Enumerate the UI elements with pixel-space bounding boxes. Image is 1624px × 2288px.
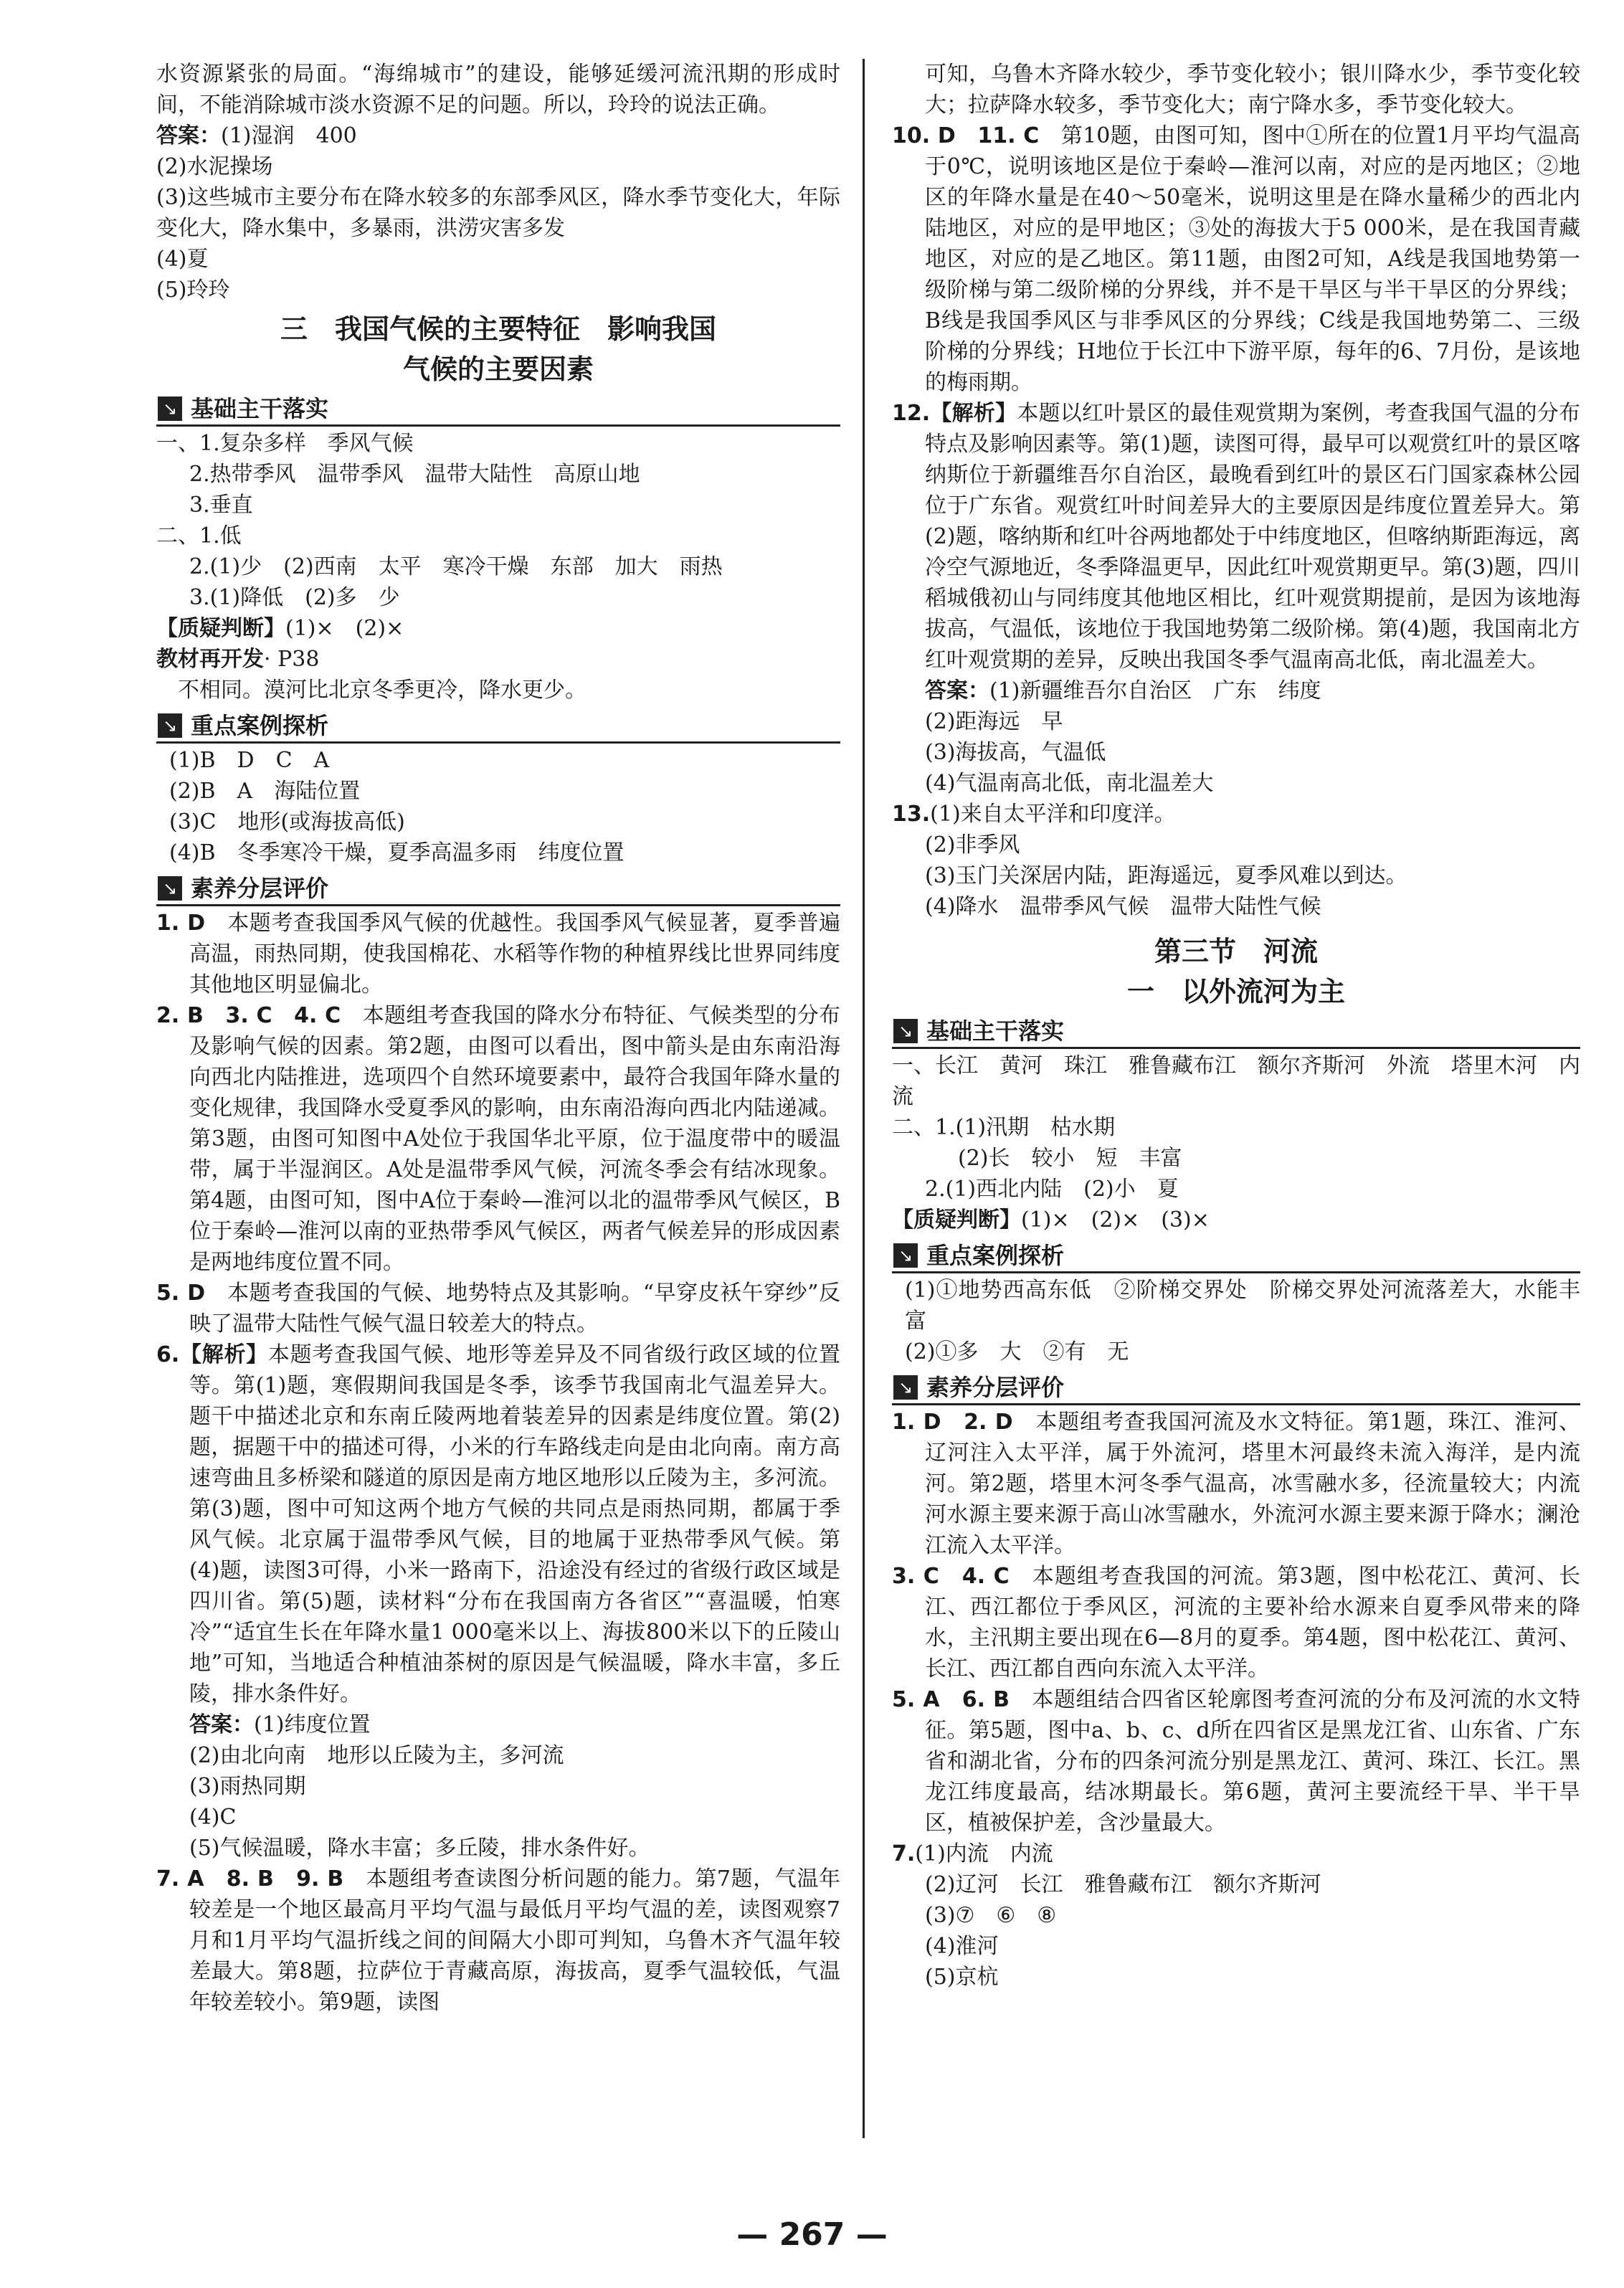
question-number: 3. C 4. C	[892, 1564, 1010, 1589]
section-title: 基础主干落实	[191, 394, 329, 422]
right-column	[892, 59, 1580, 1993]
question-item	[156, 908, 840, 1000]
question-explanation: 第10题，由图可知，图中①所在的位置1月平均气温高于0℃，说明该地区是位于秦岭—淮河以南，对应的是丙地区；②地区的年降水量是在40～50毫米，说明这里是在降水量稀少的西北内陆地区，对应的是甲地区；③处的海拔大于5 000米，是在我国青藏地区，对应的是乙地区。第11题，由图2可知，A线是我国地势第一级阶梯与第二级阶梯的分界线，并不是干旱区与半干旱区的分界线；B线是我国季风区与非季风区的分界线；C线是我国地势第二、三级阶梯的分界线；H地位于长江中下游平原，每年的6、7月份，是该地的梅雨期。	[925, 123, 1581, 395]
section-header-eval	[156, 873, 840, 906]
basic-line: 2.(1)少 (2)西南 太平 寒冷干燥 东部 加大 雨热	[189, 554, 723, 579]
basic-line: 一、1.复杂多样 季风气候	[156, 431, 414, 456]
case-line: (2)B A 海陆位置	[169, 779, 361, 804]
question-number: 12.	[892, 401, 931, 426]
arrow-icon: ↘	[893, 1375, 918, 1400]
question-item	[156, 1278, 840, 1339]
question-item	[892, 120, 1580, 398]
question-explanation: 本题组结合四省区轮廓图考查河流的分布及河流的水文特征。第5题，图中a、b、c、d所在四省区是黑龙江省、山东省、广东省和湖北省，分布的四条河流分别是黑龙江、黄河、珠江、长江。黑龙江纬度最高，结冰期最长。第6题，黄河主要流经干旱、半干旱区，植被保护差，含沙量最大。	[925, 1687, 1581, 1836]
case-line: (2)①多 大 ②有 无	[905, 1339, 1129, 1364]
basic-line: 2.热带季风 温带季风 温带大陆性 高原山地	[189, 462, 640, 487]
answer-line: (4)C	[189, 1805, 237, 1830]
page-number: — 267 —	[736, 2216, 888, 2253]
section-title: 重点案例探析	[926, 1241, 1065, 1269]
question-explanation: 本题组考查我国河流及水文特征。第1题，珠江、淮河、辽河注入太平洋，属于外流河，塔里木河最终未流入海洋，是内流河。第2题，塔里木河冬季气温高，冰雪融水多，径流量较大；内流河水源主要来源于高山冰雪融水，外流河水源主要来源于降水；澜沧江流入太平洋。	[925, 1410, 1581, 1558]
arrow-icon: ↘	[158, 713, 182, 738]
answer-label: 答案：	[189, 1712, 254, 1737]
answer-line: (2)辽河 长江 雅鲁藏布江 额尔齐斯河	[925, 1872, 1321, 1897]
answer-line: (2)距海远 早	[925, 709, 1063, 734]
question-explanation: 本题考查我国季风气候的优越性。我国季风气候显著，夏季普遍高温，雨热同期，使我国棉花、水稻等作物的种植界线比世界同纬度其他地区明显偏北。	[189, 911, 841, 997]
question-number: 2. B 3. C 4. C	[156, 1003, 341, 1028]
section-title: 重点案例探析	[191, 711, 329, 739]
analysis-tag: 【解析】	[179, 1342, 268, 1367]
section-title-main: 第三节 河流	[1154, 936, 1318, 967]
answer-line: (3)玉门关深居内陆，距海遥远，夏季风难以到达。	[925, 863, 1407, 888]
intro-text: 水资源紧张的局面。“海绵城市”的建设，能够延缓河流汛期的形成时间，不能消除城市淡水资源不足的问题。所以，玲玲的说法正确。	[156, 62, 840, 118]
answer-label: 答案：	[156, 123, 221, 148]
question-item	[892, 398, 1580, 675]
judge-label: 【质疑判断】	[156, 616, 285, 641]
judge-answer: (1)× (2)× (3)×	[1021, 1207, 1210, 1233]
question-number: 7. A 8. B 9. B	[156, 1866, 344, 1891]
answer-line: (2)由北向南 地形以丘陵为主，多河流	[189, 1743, 564, 1768]
answer-line: (2)非季风	[925, 832, 1020, 858]
answer-1: (1)湿润 400	[221, 123, 357, 148]
textbook-page: · P38	[264, 647, 320, 672]
answer-line: (1)新疆维吾尔自治区 广东 纬度	[989, 678, 1321, 703]
case-line: (3)C 地形(或海拔高低)	[169, 810, 405, 835]
question-explanation: 本题考查我国气候、地形等差异及不同省级行政区域的位置等。第(1)题，寒假期间我国是冬季，该季节我国南北气温差异大。题干中描述北京和东南丘陵两地着装差异的因素是纬度位置。第(2)题，据题干中的描述可得，小米的行车路线走向是由北向南。南方高速弯曲且多桥梁和隧道的原因是南方地区地形以丘陵为主，多河流。第(3)题，图中可知这两个地方气候的共同点是雨热同期，都属于季风气候。北京属于温带季风气候，目的地属于亚热带季风气候。第(4)题，读图3可得，小米一路南下，沿途没有经过的省级行政区域是四川省。第(5)题，读材料“分布在我国南方各省区”“喜温暖，怕寒冷”“适宜生长在年降水量1 000毫米以上、海拔800米以下的丘陵山地”可知，当地适合种植油茶树的原因是气候温暖，降水丰富，多丘陵，排水条件好。	[189, 1342, 841, 1706]
answer-line: (4)气温南高北低，南北温差大	[925, 771, 1214, 796]
question-explanation: 本题以红叶景区的最佳观赏期为案例，考查我国气温的分布特点及影响因素等。第(1)题，读图可得，最早可以观赏红叶的景区喀纳斯位于新疆维吾尔自治区，最晚看到红叶的景区石门国家森林公园位于广东省。观赏红叶时间差异大的主要原因是纬度位置差异大。第(2)题，喀纳斯和红叶谷两地都处于中纬度地区，但喀纳斯距海远，离冷空气源地近，冬季降温更早，因此红叶观赏期更早。第(3)题，四川稻城俄初山与同纬度其他地区相比，红叶观赏期提前，是因为该地海拔高，气温低，该地位于我国地势第二级阶梯。第(4)题，我国南北方红叶观赏期的差异，反映出我国冬季气温南高北低，南北温差大。	[925, 401, 1580, 673]
answer-3: (3)这些城市主要分布在降水较多的东部季风区，降水季节变化大，年际变化大，降水集中，多暴雨，洪涝灾害多发	[156, 185, 840, 241]
textbook-label: 教材再开发	[156, 647, 264, 672]
arrow-icon: ↘	[893, 1243, 918, 1268]
section-title: 素养分层评价	[926, 1373, 1065, 1401]
section-header-case	[156, 710, 840, 744]
arrow-icon: ↘	[158, 397, 182, 421]
continued-text: 可知，乌鲁木齐降水较少，季节变化较小；银川降水少，季节变化较大；拉萨降水较多，季节变化大；南宁降水多，季节变化较大。	[925, 62, 1580, 118]
answer-line: (3)⑦ ⑥ ⑧	[925, 1903, 1057, 1928]
question-item	[156, 1864, 840, 2018]
question-number: 13.	[892, 802, 931, 827]
question-item	[892, 1838, 1580, 1869]
question-item	[892, 799, 1580, 830]
arrow-icon: ↘	[893, 1019, 918, 1043]
column-divider	[863, 59, 865, 2138]
arrow-icon: ↘	[158, 876, 182, 901]
answer-2: (2)水泥操场	[156, 154, 273, 179]
question-number: 1. D	[156, 911, 206, 936]
analysis-tag: 【解析】	[930, 401, 1017, 426]
basic-line: 3.(1)降低 (2)多 少	[189, 585, 400, 610]
answer-line: (4)淮河	[925, 1934, 999, 1959]
answer-line: (1)纬度位置	[254, 1712, 371, 1737]
judge-answer: (1)× (2)×	[285, 616, 404, 641]
basic-line: 3.垂直	[189, 493, 253, 518]
left-column	[156, 59, 840, 2018]
answer-line: (5)气候温暖，降水丰富；多丘陵，排水条件好。	[189, 1836, 650, 1861]
answer-4: (4)夏	[156, 247, 209, 272]
answer-5: (5)玲玲	[156, 277, 230, 303]
question-explanation: 本题组考查读图分析问题的能力。第7题，气温年较差是一个地区最高月平均气温与最低月平均气温的差，读图观察7月和1月平均气温折线之间的间隔大小即可判知，乌鲁木齐气温年较差最大。第8题，拉萨位于青藏高原，海拔高，夏季气温较低，气温年较差较小。第9题，读图	[189, 1866, 840, 2015]
question-number: 1. D 2. D	[892, 1410, 1013, 1435]
section-title: 基础主干落实	[926, 1017, 1065, 1045]
answer-label: 答案：	[925, 678, 989, 703]
basic-line: (2)长 较小 短 丰富	[958, 1146, 1182, 1171]
question-item	[156, 1000, 840, 1278]
question-item	[892, 1561, 1580, 1684]
lesson-title-line2: 气候的主要因素	[402, 353, 594, 385]
answer-line: (1)来自太平洋和印度洋。	[930, 802, 1176, 827]
answer-line: (1)内流 内流	[915, 1841, 1053, 1866]
basic-line: 一、长江 黄河 珠江 雅鲁藏布江 额尔齐斯河 外流 塔里木河 内流	[892, 1053, 1580, 1109]
basic-line: 二、1.低	[156, 523, 242, 549]
section-header-eval	[892, 1372, 1580, 1405]
answer-line: (3)海拔高，气温低	[925, 740, 1106, 765]
textbook-answer: 不相同。漠河比北京冬季更冷，降水更少。	[178, 678, 587, 703]
section-title: 素养分层评价	[191, 874, 329, 902]
question-number: 5. D	[156, 1281, 206, 1306]
question-number: 7.	[892, 1841, 916, 1866]
answer-line: (5)京杭	[925, 1965, 999, 1990]
case-line: (1)①地势西高东低 ②阶梯交界处 阶梯交界处河流落差大，水能丰富	[905, 1278, 1580, 1334]
section-header-basic	[156, 393, 840, 427]
question-number: 10. D 11. C	[892, 123, 1040, 148]
basic-line: 2.(1)西北内陆 (2)小 夏	[925, 1177, 1179, 1202]
answer-line: (3)雨热同期	[189, 1774, 306, 1799]
subsection-title: 一 以外流河为主	[1126, 976, 1345, 1007]
question-explanation: 本题组考查我国的降水分布特征、气候类型的分布及影响气候的因素。第2题，由图可以看出，图中箭头是由东南沿海向西北内陆推进，选项四个自然环境要素中，最符合我国年降水量的变化规律，我国降水受夏季风的影响，由东南沿海向西北内陆递减。第3题，由图可知图中A处位于我国华北平原，位于温度带中的暖温带，属于半湿润区。A处是温带季风气候，河流冬季会有结冰现象。第4题，由图可知，图中A位于秦岭—淮河以北的温带季风气候区，B位于秦岭—淮河以南的亚热带季风气候区，两者气候差异的形成因素是两地纬度位置不同。	[189, 1003, 841, 1275]
case-line: (4)B 冬季寒冷干燥，夏季高温多雨 纬度位置	[169, 840, 625, 865]
question-item	[156, 1339, 840, 1709]
question-explanation: 本题考查我国的气候、地势特点及其影响。“早穿皮袄午穿纱”反映了温带大陆性气候气温日较差大的特点。	[189, 1281, 840, 1337]
question-item	[892, 1684, 1580, 1838]
case-line: (1)B D C A	[169, 748, 330, 773]
section-header-case	[892, 1240, 1580, 1273]
lesson-title-line1: 三 我国气候的主要特征 影响我国	[280, 313, 716, 345]
section-header-basic	[892, 1015, 1580, 1049]
judge-label: 【质疑判断】	[892, 1207, 1021, 1233]
question-number: 5. A 6. B	[892, 1687, 1010, 1712]
question-explanation: 本题组考查我国的河流。第3题，图中松花江、黄河、长江、西江都位于季风区，河流的主要补给水源来自夏季风带来的降水，主汛期主要出现在6—8月的夏季。第4题，图中松花江、黄河、长江、西江都自西向东流入太平洋。	[925, 1564, 1581, 1681]
basic-line: 二、1.(1)汛期 枯水期	[892, 1115, 1116, 1140]
question-item	[892, 1407, 1580, 1561]
answer-line: (4)降水 温带季风气候 温带大陆性气候	[925, 894, 1321, 919]
question-number: 6.	[156, 1342, 180, 1367]
